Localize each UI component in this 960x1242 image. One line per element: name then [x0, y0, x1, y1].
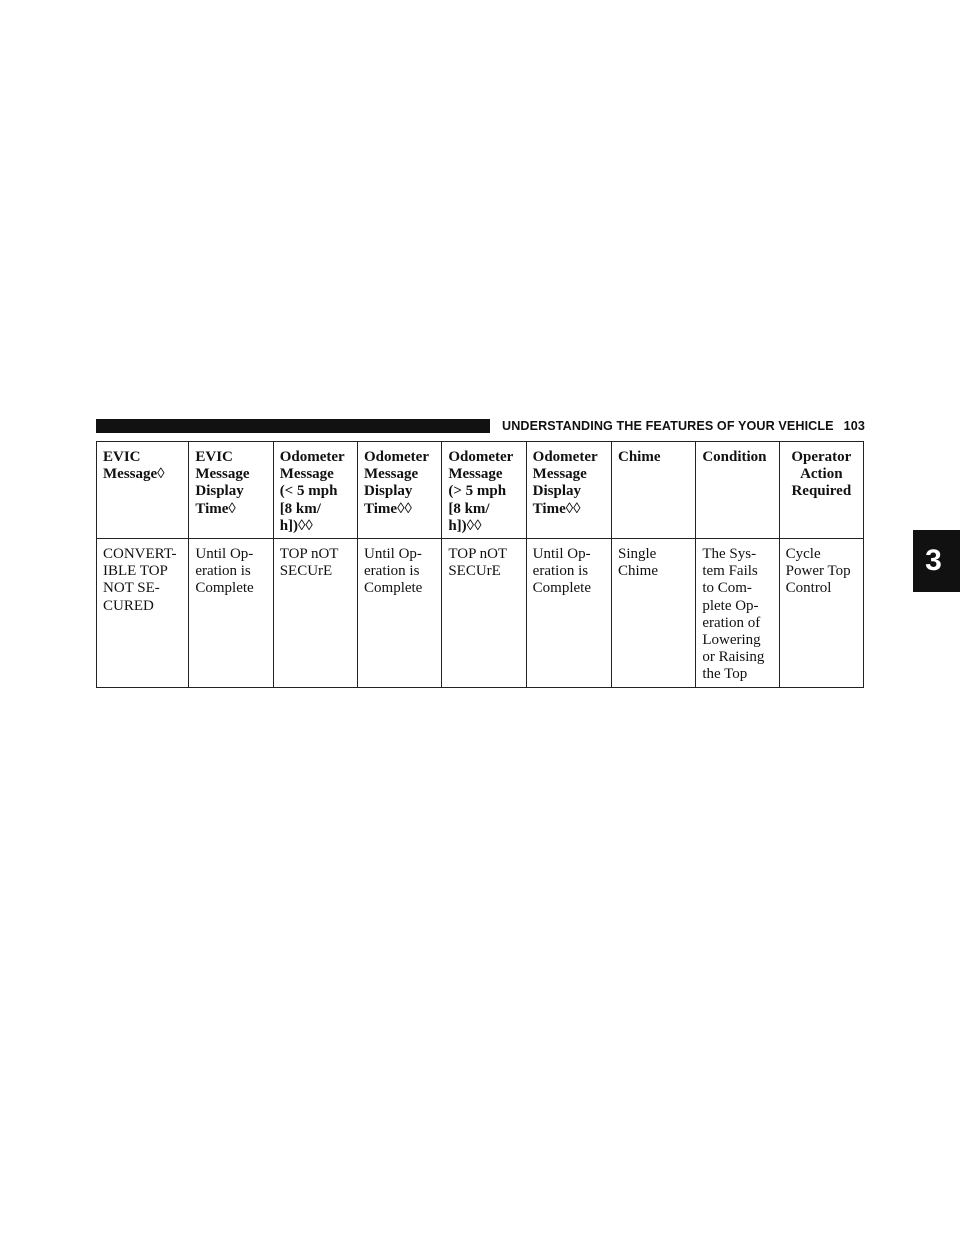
- col-header-evic-display-time: EVIC Message Display Time◊: [189, 442, 273, 539]
- page-header: [502, 418, 865, 434]
- evic-message-table: [96, 441, 864, 688]
- col-header-operator-action: Operator Action Required: [779, 442, 863, 539]
- table-header-row: [97, 442, 864, 539]
- cell-odometer-message-high: TOP nOT SECUrE: [442, 539, 526, 688]
- header-rule: [96, 419, 490, 433]
- table-row: [97, 539, 864, 688]
- col-header-condition: Condition: [696, 442, 779, 539]
- col-header-evic-message: EVIC Message◊: [97, 442, 189, 539]
- cell-evic-display-time: Until Op- eration is Complete: [189, 539, 273, 688]
- cell-condition: The Sys- tem Fails to Com- plete Op- eration of Lowering or Raising the Top: [696, 539, 779, 688]
- col-header-odometer-message-high: Odometer Message (> 5 mph [8 km/ h])◊◊: [442, 442, 526, 539]
- col-header-odometer-display-time-low: Odometer Message Display Time◊◊: [358, 442, 442, 539]
- page-number: 103: [843, 419, 865, 433]
- cell-odometer-message-low: TOP nOT SECUrE: [273, 539, 357, 688]
- cell-odometer-display-time-high: Until Op- eration is Complete: [526, 539, 611, 688]
- cell-odometer-display-time-low: Until Op- eration is Complete: [358, 539, 442, 688]
- chapter-tab: 3: [913, 530, 960, 592]
- col-header-odometer-display-time-high: Odometer Message Display Time◊◊: [526, 442, 611, 539]
- cell-chime: Single Chime: [612, 539, 696, 688]
- cell-evic-message: CONVERT- IBLE TOP NOT SE- CURED: [97, 539, 189, 688]
- col-header-odometer-message-low: Odometer Message (< 5 mph [8 km/ h])◊◊: [273, 442, 357, 539]
- cell-operator-action: Cycle Power Top Control: [779, 539, 863, 688]
- section-title: UNDERSTANDING THE FEATURES OF YOUR VEHICLE: [502, 419, 834, 433]
- col-header-chime: Chime: [612, 442, 696, 539]
